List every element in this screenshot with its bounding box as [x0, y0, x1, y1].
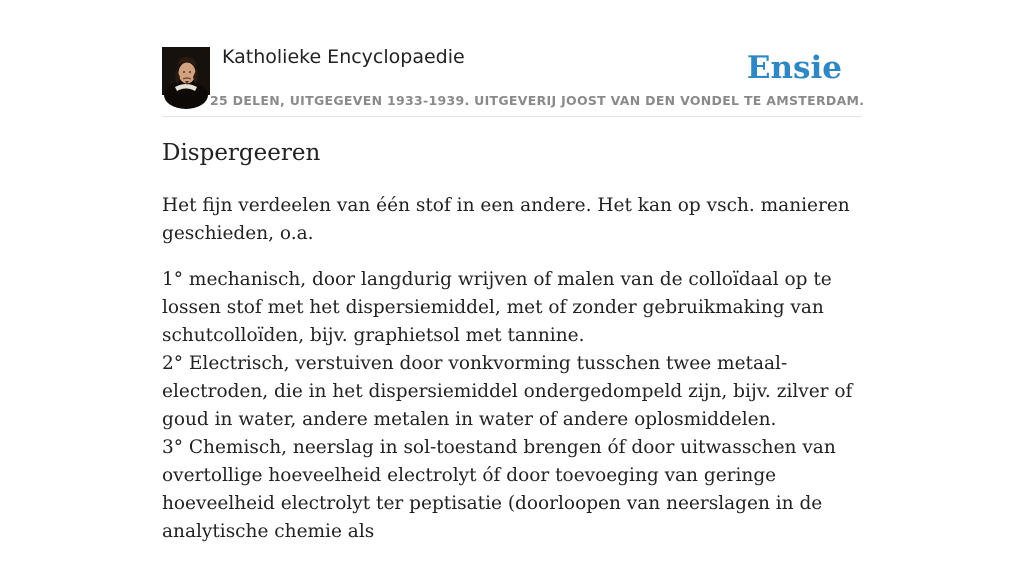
source-subtitle: 25 DELEN, UITGEGEVEN 1933-1939. UITGEVERIJ JOOST VAN DEN VONDEL TE AMSTERDAM. [210, 93, 865, 108]
entry-body [162, 192, 862, 564]
entry-paragraph: 1° mechanisch, door langdurig wrijven of malen van de colloïdaal op te lossen stof met het dispersiemiddel, met of zonder gebruikmaking van schutcolloïden, bijv. graphietsol met tannine. 2° Electrisch, verstuiven door vonkvorming tusschen twee metaal-electroden, die in het dispersiemiddel ondergedompeld zijn, bijv. zilver of goud in water, andere metalen in water of andere oplosmiddelen. 3° Chemisch, neerslag in sol-toestand brengen óf door uitwasschen van overtollige hoeveelheid electrolyt óf door toevoeging van geringe hoeveelheid electrolyt ter peptisatie (doorloopen van neerslagen in de analytische chemie als [162, 269, 853, 542]
portrait-avatar-icon [162, 47, 210, 95]
brand-logo-link[interactable]: Ensie [746, 50, 842, 86]
entry-paragraph: Het fijn verdeelen van één stof in een andere. Het kan op vsch. manieren geschieden, o.a. [162, 195, 850, 244]
entry-title: Dispergeeren [162, 140, 321, 166]
source-title[interactable]: Katholieke Encyclopaedie [222, 46, 465, 68]
source-header [162, 46, 865, 117]
